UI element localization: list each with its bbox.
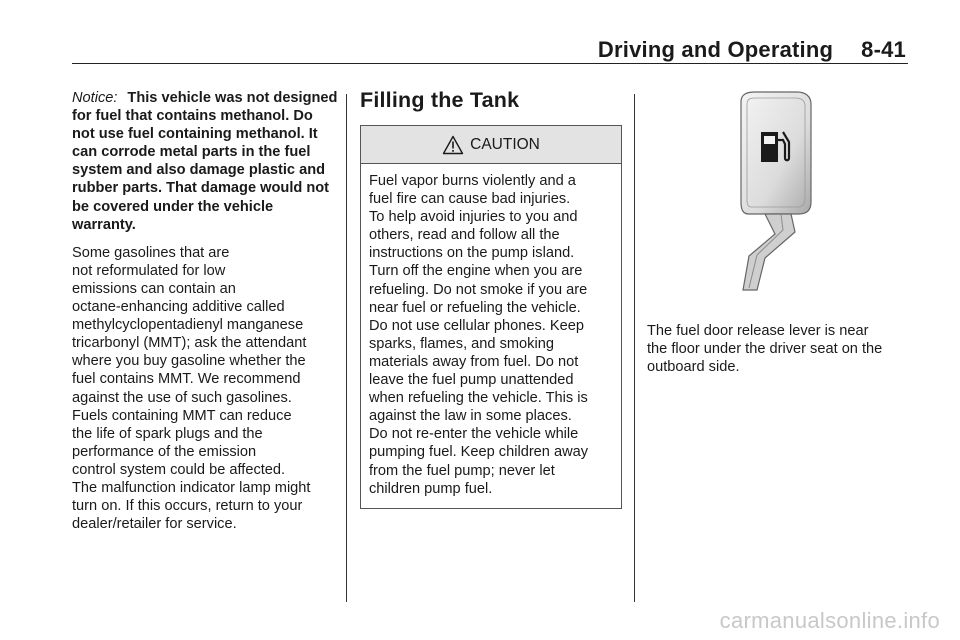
body-text-line: dealer/retailer for service.	[72, 516, 237, 533]
body-text-line: performance of the emission	[72, 443, 257, 460]
page-number: 8-41	[861, 37, 906, 62]
watermark: carmanualsonline.info	[719, 608, 940, 633]
caution-text-line: Fuel vapor burns violently and a	[369, 173, 576, 189]
mmt-paragraph	[72, 244, 338, 534]
notice-paragraph	[72, 89, 338, 234]
body-text-line: The malfunction indicator lamp might	[72, 479, 311, 496]
caution-text-line: from the fuel pump; never let	[369, 462, 555, 479]
section-name: Driving and Operating	[597, 37, 834, 62]
caution-text	[361, 164, 621, 508]
notice-label: Notice:	[72, 90, 118, 106]
body-text-line: tricarbonyl (MMT); ask the attendant	[72, 335, 307, 352]
body-text-line: the life of spark plugs and the	[72, 425, 263, 442]
caution-box	[360, 125, 622, 509]
page-header	[72, 37, 908, 64]
body-text-line: turn on. If this occurs, return to your	[72, 498, 303, 515]
fuel-door-caption	[647, 322, 882, 376]
body-text-line: methylcyclopentadienyl manganese	[72, 317, 304, 334]
caution-text-line: leave the fuel pump unattended	[369, 372, 574, 389]
caution-text-line: To help avoid injuries to you and	[369, 209, 578, 226]
caution-text-line: materials away from fuel. Do not	[369, 353, 579, 370]
caution-text-line: near fuel or refueling the vehicle.	[369, 299, 581, 316]
caution-text-line: fuel fire can cause bad injuries.	[369, 191, 571, 208]
caution-text-line: others, read and follow all the	[369, 227, 560, 244]
caution-header	[361, 126, 621, 164]
header-text	[598, 37, 906, 63]
body-text-line: Fuels containing MMT can reduce	[72, 407, 292, 424]
column-left	[72, 89, 338, 533]
caution-text-line: Turn off the engine when you are	[369, 263, 583, 280]
body-text-line: where you buy gasoline whether the	[72, 353, 306, 370]
caution-text-line: refueling. Do not smoke if you are	[369, 281, 588, 298]
section-title: Filling the Tank	[360, 88, 520, 112]
caution-text-line: when refueling the vehicle. This is	[369, 390, 588, 407]
body-text-line: control system could be affected.	[72, 461, 286, 478]
body-text-line: fuel contains MMT. We recommend	[72, 371, 301, 388]
body-text-line: Some gasolines that are	[72, 244, 230, 261]
notice-text: This vehicle was not designed for fuel that contains methanol. Do not use fuel containing methanol. It can corrode metal parts in the fuel system and also damage plastic and rubber parts. That damage would not be covered under the vehicle warranty.	[72, 90, 338, 233]
caption-text-line: the floor under the driver seat on the	[647, 341, 883, 358]
caution-text-line: Do not use cellular phones. Keep	[369, 317, 584, 334]
caution-text-line: against the law in some places.	[369, 408, 572, 425]
column-middle	[360, 87, 622, 509]
caution-text-line: children pump fuel.	[369, 480, 493, 497]
caution-text-line: sparks, flames, and smoking	[369, 335, 554, 352]
caption-text-line: The fuel door release lever is near	[647, 323, 869, 339]
column-divider-left	[346, 94, 347, 602]
body-text-line: emissions can contain an	[72, 280, 236, 297]
caution-text-line: instructions on the pump island.	[369, 245, 575, 262]
warning-triangle-icon	[442, 135, 464, 155]
body-text-line: octane-enhancing additive called	[72, 299, 285, 316]
fuel-door-lever-icon	[735, 90, 845, 295]
caption-text-line: outboard side.	[647, 359, 740, 376]
column-divider-right	[634, 94, 635, 602]
caution-text-line: pumping fuel. Keep children away	[369, 444, 589, 461]
body-text-line: against the use of such gasolines.	[72, 389, 292, 406]
body-text-line: not reformulated for low	[72, 262, 226, 279]
caution-title: CAUTION	[470, 135, 540, 153]
caution-text-line: Do not re-enter the vehicle while	[369, 426, 579, 443]
